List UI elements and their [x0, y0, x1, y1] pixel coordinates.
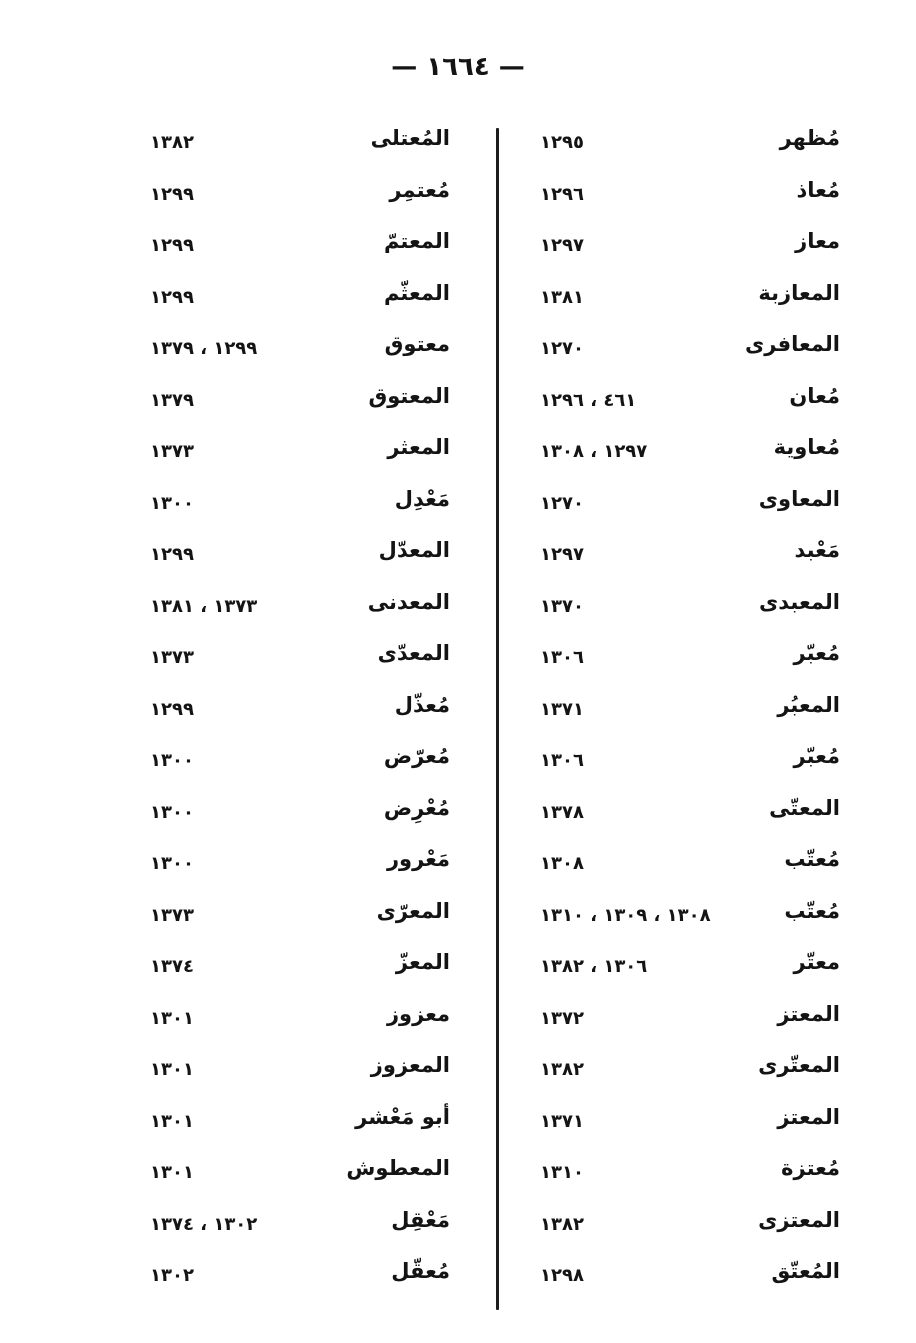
entry-years: ١٣٠١ — [150, 1110, 194, 1132]
entry-years: ١٣٠٨ — [540, 853, 584, 874]
entry-years: ١٣٠٨ ، ١٣٠٩ ، ١٣١٠ — [540, 904, 711, 926]
index-entry — [150, 637, 450, 689]
entry-years: ١٢٩٩ — [150, 698, 194, 720]
entry-name: المُعتّق — [771, 1259, 840, 1283]
index-entry — [150, 122, 450, 174]
entry-years: ١٣٧٣ — [150, 647, 194, 668]
entry-years: ١٣٨٢ — [150, 132, 194, 153]
entry-years: ١٣٧٣ — [150, 904, 194, 926]
entry-years: ١٣٧١ — [540, 698, 584, 720]
index-entry — [540, 792, 840, 844]
index-entry — [150, 1049, 450, 1101]
index-entry — [150, 483, 450, 535]
entry-name: المعتمّ — [383, 229, 450, 253]
entry-name: مُعان — [789, 383, 840, 408]
index-entry — [150, 534, 450, 586]
index-entry — [150, 431, 450, 483]
entry-years: ١٢٩٨ — [540, 1265, 584, 1286]
entry-years: ١٢٩٩ — [150, 286, 194, 308]
index-entry — [150, 792, 450, 844]
entry-years: ١٣٧٨ — [540, 801, 584, 823]
entry-years: ١٢٩٥ — [540, 132, 584, 153]
entry-name: معتوق — [384, 332, 450, 356]
entry-years: ١٣٠٦ — [540, 647, 584, 668]
entry-name: أبو مَعْشر — [355, 1104, 450, 1129]
index-entry — [540, 637, 840, 689]
entry-years: ١٣٠٠ — [150, 750, 194, 771]
entry-years: ١٣٧٣ — [150, 441, 194, 462]
index-entry — [540, 380, 840, 432]
entry-years: ١٣٧٠ — [540, 595, 584, 617]
entry-years: ١٢٩٩ — [150, 183, 194, 205]
entry-years: ١٣٧٩ — [150, 389, 194, 411]
index-entry — [540, 895, 840, 947]
entry-name: المعتّى — [769, 795, 840, 820]
entry-years: ٤٦١ ، ١٢٩٦ — [540, 389, 637, 411]
entry-name: المعتّرى — [758, 1053, 840, 1077]
entry-years: ١٢٩٧ — [540, 235, 584, 256]
entry-years: ١٣٠٠ — [150, 492, 194, 514]
index-entry — [150, 328, 450, 380]
entry-name: مُعاوية — [773, 435, 840, 459]
entry-name: المعافرى — [745, 332, 840, 356]
entry-name: معزوز — [386, 1001, 450, 1026]
index-entry — [150, 380, 450, 432]
entry-name: المُعتلى — [370, 126, 450, 150]
index-entry — [150, 1255, 450, 1307]
index-entry — [540, 689, 840, 741]
entry-years: ١٣٨١ — [540, 286, 584, 308]
entry-name: المعزوز — [370, 1053, 450, 1077]
index-entry — [540, 1152, 840, 1204]
entry-years: ١٢٧٠ — [540, 338, 584, 359]
entry-name: المعزّ — [395, 950, 450, 974]
entry-name: مُعبّر — [793, 744, 840, 768]
entry-years: ١٣٠٠ — [150, 853, 194, 874]
index-entry — [540, 431, 840, 483]
index-entry — [150, 843, 450, 895]
index-entry — [540, 328, 840, 380]
entry-years: ١٣١٠ — [540, 1162, 584, 1183]
entry-years: ١٢٩٧ ، ١٣٠٨ — [540, 441, 648, 462]
index-entry — [150, 1101, 450, 1153]
entry-name: معتّر — [793, 950, 840, 974]
entry-name: المعثّم — [383, 280, 450, 305]
entry-name: مَعْقِل — [391, 1207, 450, 1232]
entry-name: مَعْبد — [794, 538, 840, 562]
entry-name: مُعذّل — [394, 692, 450, 717]
entry-years: ١٢٩٩ — [150, 235, 194, 256]
entry-years: ١٣٧٤ — [150, 956, 194, 977]
entry-years: ١٣٧٢ — [540, 1007, 584, 1029]
entry-years: ١٣٧٣ ، ١٣٨١ — [150, 595, 258, 617]
index-entry — [540, 1204, 840, 1256]
entry-name: المعدّل — [378, 538, 450, 562]
index-entry — [150, 1152, 450, 1204]
entry-name: المعازبة — [758, 280, 840, 305]
entry-name: معاز — [795, 229, 840, 253]
index-entry — [150, 1204, 450, 1256]
right-column — [540, 122, 840, 1307]
index-entry — [540, 534, 840, 586]
entry-name: المعرّى — [376, 898, 450, 923]
index-entry — [540, 1255, 840, 1307]
index-entry — [150, 740, 450, 792]
entry-years: ١٣٠٦ — [540, 750, 584, 771]
index-entry — [150, 946, 450, 998]
entry-years: ١٣٠٢ — [150, 1265, 194, 1286]
entry-years: ١٣٠٦ ، ١٣٨٢ — [540, 956, 648, 977]
entry-name: مَعْرور — [386, 847, 450, 871]
entry-years: ١٢٩٦ — [540, 183, 584, 205]
entry-years: ١٢٩٩ ، ١٣٧٩ — [150, 338, 258, 359]
index-entry — [540, 843, 840, 895]
entry-name: المعتز — [777, 1001, 840, 1026]
entry-name: مُعتّب — [784, 898, 840, 923]
entry-name: مُعاذ — [796, 177, 840, 202]
page-number: — ١٦٦٤ — — [391, 52, 525, 82]
entry-name: مُعْرِض — [383, 795, 450, 820]
column-divider — [496, 128, 499, 1310]
entry-years: ١٣٠٢ ، ١٣٧٤ — [150, 1213, 258, 1235]
index-entry — [540, 122, 840, 174]
index-entry — [150, 174, 450, 226]
entry-name: مُعتزة — [781, 1156, 840, 1180]
index-entry — [540, 1049, 840, 1101]
entry-name: مُعرّض — [383, 744, 450, 768]
entry-name: المعاوى — [758, 486, 840, 511]
entry-name: المعثر — [387, 435, 450, 459]
index-entry — [540, 586, 840, 638]
index-entry — [540, 1101, 840, 1153]
index-entry — [540, 998, 840, 1050]
index-entry — [150, 689, 450, 741]
entry-name: المعتوق — [368, 383, 450, 408]
entry-name: مُعبّر — [793, 641, 840, 665]
entry-years: ١٣٠١ — [150, 1059, 194, 1080]
entry-years: ١٢٧٠ — [540, 492, 584, 514]
index-entry — [150, 586, 450, 638]
entry-name: المعطوش — [346, 1156, 450, 1180]
entry-name: مَعْدِل — [394, 486, 450, 511]
index-entry — [540, 174, 840, 226]
index-entry — [150, 225, 450, 277]
entry-years: ١٢٩٩ — [150, 544, 194, 565]
index-entry — [540, 740, 840, 792]
entry-name: مُعقّل — [391, 1259, 450, 1283]
index-entry — [150, 895, 450, 947]
index-entry — [150, 998, 450, 1050]
entry-years: ١٣٧١ — [540, 1110, 584, 1132]
entry-years: ١٣٠١ — [150, 1162, 194, 1183]
index-entry — [540, 277, 840, 329]
entry-name: المعدّى — [377, 641, 450, 665]
entry-name: المعتزى — [758, 1207, 840, 1232]
index-entry — [540, 225, 840, 277]
entry-name: المعبُر — [777, 692, 840, 717]
entry-years: ١٣٨٢ — [540, 1213, 584, 1235]
entry-years: ١٣٠١ — [150, 1007, 194, 1029]
entry-name: المعبدى — [759, 589, 840, 614]
entry-years: ١٣٠٠ — [150, 801, 194, 823]
entry-years: ١٢٩٧ — [540, 544, 584, 565]
left-column — [150, 122, 450, 1307]
index-entry — [540, 946, 840, 998]
entry-name: مُعتمِر — [389, 177, 450, 202]
entry-name: المعتز — [777, 1104, 840, 1129]
entry-years: ١٣٨٢ — [540, 1059, 584, 1080]
index-entry — [540, 483, 840, 535]
entry-name: المعدنى — [367, 589, 450, 614]
index-entry — [150, 277, 450, 329]
entry-name: مُعتّب — [784, 847, 840, 871]
entry-name: مُظهر — [779, 126, 840, 150]
